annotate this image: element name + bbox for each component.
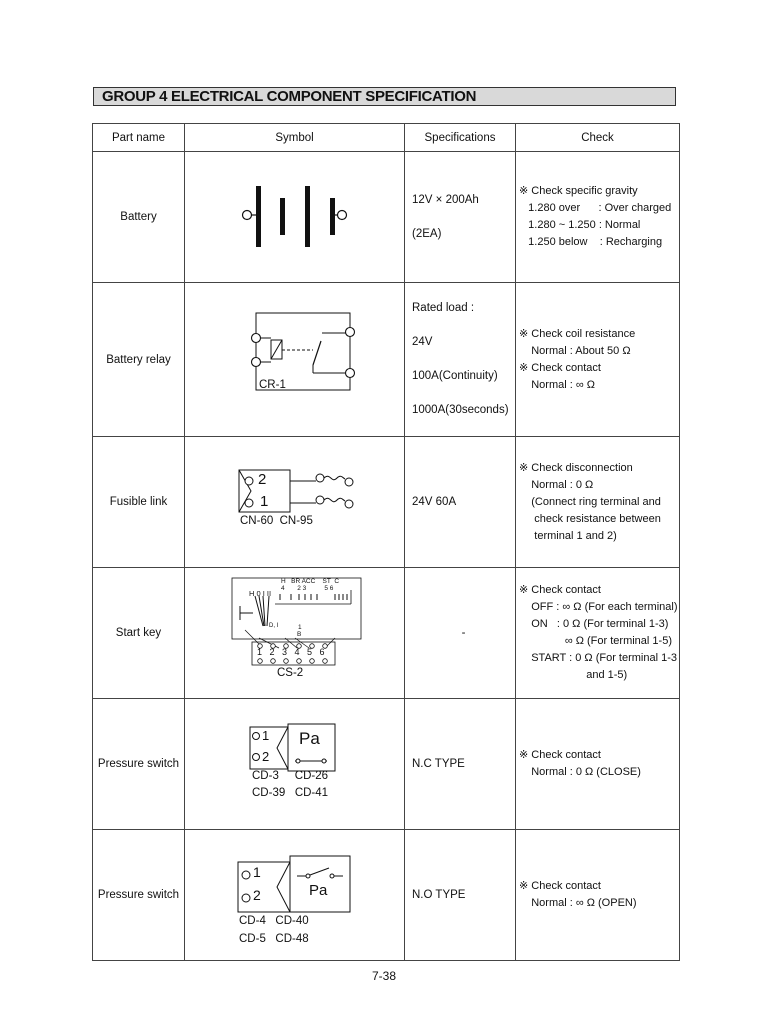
check-line: (Connect ring terminal and [519,495,661,508]
key-terminal-1: 1 [298,624,302,631]
spec-line: (2EA) [412,227,442,240]
check-line: ON : 0 Ω (For terminal 1-3) [519,618,669,630]
check-line: ※ Check contact [519,880,601,892]
key-switch-positions: H 0 I II [249,589,272,598]
symbol-connector-label: CD-4 CD-40 [239,915,309,927]
symbol-connector-label: CD-39 CD-41 [252,787,329,799]
relay-symbol-icon [185,295,404,425]
check-list [516,183,679,251]
key-diode-label: D, I [269,623,279,629]
check-line: ※ Check contact [519,361,601,374]
fuse-pin-1: 1 [260,493,269,510]
header-specifications: Specifications [405,124,516,152]
page-number: 7-38 [371,969,397,983]
spec-text [405,477,515,528]
symbol-connector-label: CR-1 [259,379,286,391]
check-line: 1.280 over : Over charged [519,202,672,214]
symbol-connector-label: CN-60 CN-95 [240,515,313,527]
section-title: GROUP 4 ELECTRICAL COMPONENT SPECIFICATION [102,88,477,105]
check-line: START : 0 Ω (For terminal 1-3 [519,652,677,664]
check-line: ※ Check contact [519,749,601,761]
spec-text [405,739,515,790]
spec-line: 1000A(30seconds) [412,404,509,416]
table-row [93,283,680,437]
check-line: Normal : ∞ Ω [519,378,595,391]
table-row [93,152,680,283]
table-row [93,568,680,699]
check-list [516,326,679,394]
part-name: Pressure switch [97,889,180,901]
spec-line: 100A(Continuity) [412,370,498,382]
spec-line: 24V [412,336,433,348]
pressure-switch-nc-symbol [185,699,405,830]
check-line: ※ Check specific gravity [519,185,638,197]
table-row [93,830,680,961]
key-terminal-b: B [297,631,302,638]
check-list [516,747,679,781]
header-symbol: Symbol [185,124,405,152]
pressure-unit-label: Pa [299,729,320,748]
battery-symbol-icon [185,152,404,282]
check-line: check resistance between [519,512,661,525]
table-row [93,437,680,568]
switch-pin-1: 1 [262,728,270,743]
check-line: OFF : ∞ Ω (For each terminal) [519,601,678,613]
fusible-link-symbol [185,437,405,568]
symbol-connector-label: CD-5 CD-48 [239,933,309,945]
battery-relay-symbol [185,283,405,437]
spec-line: N.C TYPE [412,757,465,770]
header-part-name: Part name [93,124,185,152]
pressure-switch-nc-icon [185,699,404,829]
check-line: ※ Check disconnection [519,461,633,474]
switch-pin-1: 1 [253,864,261,880]
battery-symbol [185,152,405,283]
table-header-row [93,124,680,152]
part-name: Battery relay [106,353,171,366]
check-line: ※ Check contact [519,584,601,596]
symbol-connector-label: CD-3 CD-26 [252,770,329,782]
check-line: Normal : ∞ Ω (OPEN) [519,897,637,909]
check-line: 1.250 below : Recharging [519,236,663,248]
spec-line: Rated load : [412,302,475,314]
pressure-switch-no-symbol [185,830,405,961]
check-list [516,878,679,912]
section-title-bar [93,87,676,106]
component-spec-table [92,123,680,961]
symbol-connector-label: CS-2 [277,667,304,679]
check-line: ※ Check coil resistance [519,327,636,340]
check-list [516,582,679,684]
check-line: and 1-5) [519,669,628,681]
spec-line: N.O TYPE [412,888,466,901]
key-position-labels: H BR ACC ST C [281,578,340,585]
table-row [93,699,680,830]
pressure-unit-label: Pa [309,882,328,899]
check-line: Normal : About 50 Ω [519,344,631,357]
fuse-pin-2: 2 [258,471,267,488]
spec-text [405,283,515,436]
spec-line: 24V 60A [412,495,457,508]
switch-pin-2: 2 [253,887,261,903]
spec-line: 12V × 200Ah [412,193,479,206]
connector-pin-numbers: 1 2 3 4 5 6 [257,647,325,657]
check-line: Normal : 0 Ω [519,478,594,491]
spec-line: - [461,626,466,639]
check-line: ∞ Ω (For terminal 1-5) [519,635,672,647]
part-name: Battery [120,211,157,223]
key-terminal-labels: 4 2 3 5 6 [281,585,334,592]
header-check: Check [516,124,680,152]
check-line: 1.280 ~ 1.250 : Normal [519,219,641,231]
start-key-symbol [185,568,405,699]
part-name: Start key [115,627,162,639]
switch-pin-2: 2 [262,749,270,764]
part-name: Pressure switch [97,758,180,770]
check-list [516,460,679,545]
check-line: Normal : 0 Ω (CLOSE) [519,766,641,778]
spec-text [405,870,515,921]
fusible-link-icon [185,437,404,567]
spec-text [405,175,515,260]
spec-text [405,608,515,659]
check-line: terminal 1 and 2) [519,529,617,542]
part-name: Fusible link [109,496,168,508]
